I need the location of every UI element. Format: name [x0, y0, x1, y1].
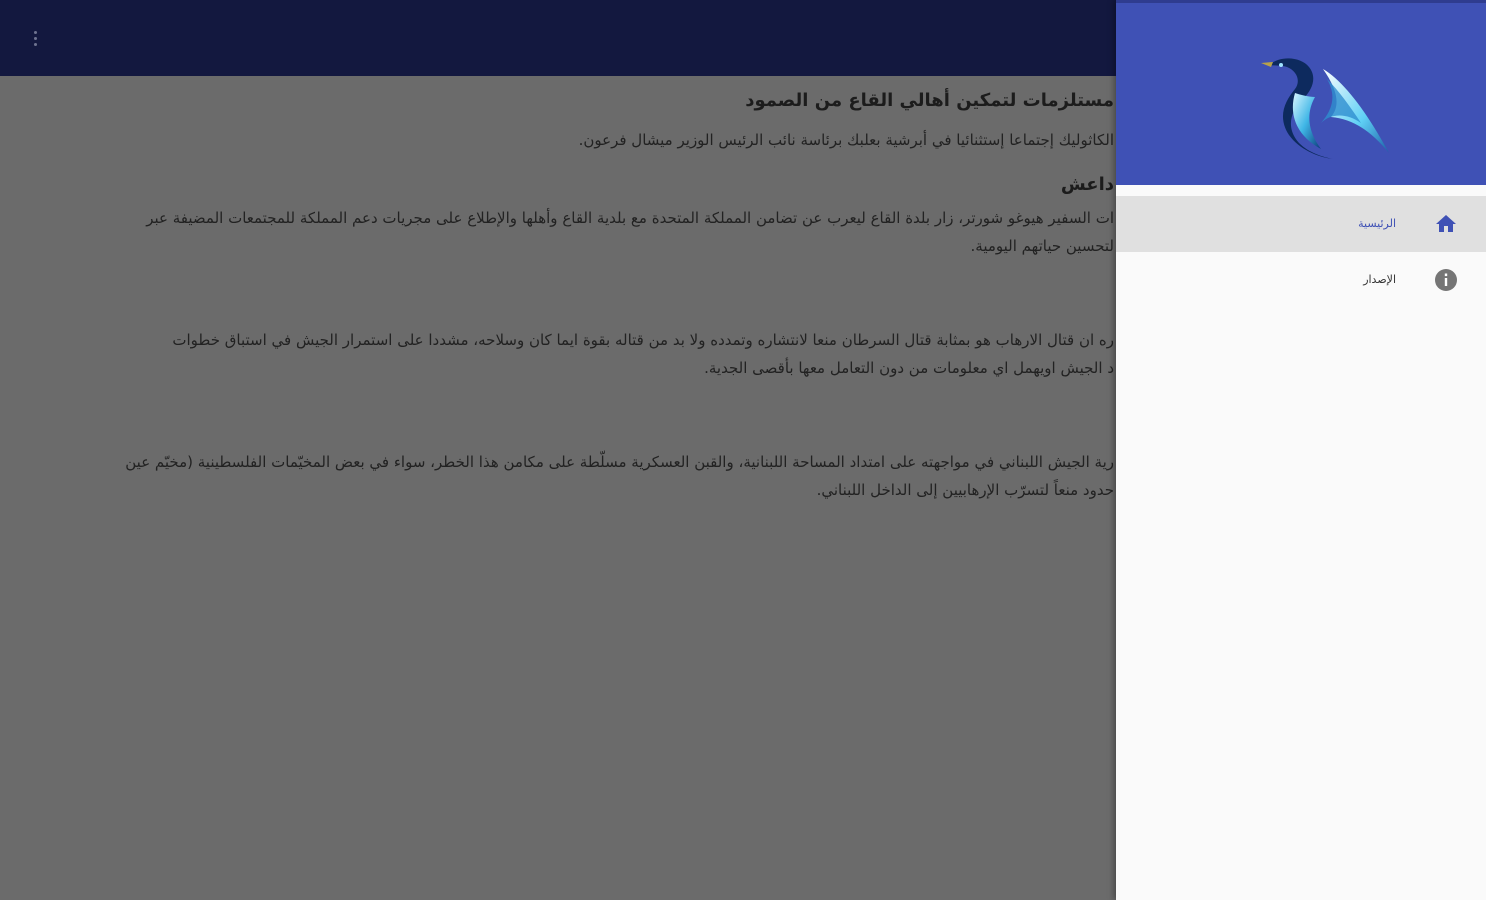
navigation-drawer: [1116, 0, 1486, 900]
paragraph-line: د الجيش اويهمل اي معلومات من دون التعامل معها بأقصى الجدية.: [704, 359, 1114, 377]
drawer-header: [1116, 3, 1486, 185]
drawer-item-label: الرئيسية: [1358, 217, 1396, 230]
article-paragraph: [0, 326, 1114, 382]
section-heading: داعش: [1060, 174, 1114, 195]
article-intro: الكاثوليك إجتماعا إستثنائيا في أبرشية بعلبك برئاسة نائب الرئيس الوزير ميشال فرعون.: [578, 131, 1114, 149]
drawer-item-label: الإصدار: [1363, 273, 1396, 286]
paragraph-line: لتحسين حياتهم اليومية.: [970, 237, 1114, 255]
drawer-item-home[interactable]: [1116, 196, 1486, 252]
article-paragraph: [0, 448, 1114, 504]
home-icon: [1434, 212, 1458, 236]
paragraph-line: ره ان قتال الارهاب هو بمثابة قتال السرطان منعا لانتشاره وتمدده ولا بد من قتاله بقوة ايما كان وسلاحه، مشددا على استمرار الجيش في استباق خطوات: [172, 331, 1114, 349]
article-paragraph: [0, 204, 1114, 260]
paragraph-line: ات السفير هيوغو شورتر، زار بلدة القاع ليعرب عن تضامن المملكة المتحدة مع بلدية القاع وأهلها والإطلاع على مجريات دعم المملكة للمجتمعات المضيفة عبر: [146, 209, 1114, 227]
drawer-menu: [1116, 196, 1486, 308]
article-title: مستلزمات لتمكين أهالي القاع من الصمود: [745, 90, 1114, 111]
info-icon: [1434, 268, 1458, 292]
drawer-item-version[interactable]: [1116, 252, 1486, 308]
article: [0, 76, 1114, 504]
paragraph-line: رية الجيش اللبناني في مواجهته على امتداد المساحة اللبنانية، والقبن العسكرية مسلّطة على مكامن هذا الخطر، سواء في بعض المخيّمات الفلسطينية (مخيّم عين: [125, 453, 1114, 471]
more-vert-icon[interactable]: [20, 20, 50, 56]
paragraph-line: حدود منعاً لتسرّب الإرهابيين إلى الداخل اللبناني.: [816, 481, 1114, 499]
bird-logo-icon: [1261, 53, 1391, 163]
